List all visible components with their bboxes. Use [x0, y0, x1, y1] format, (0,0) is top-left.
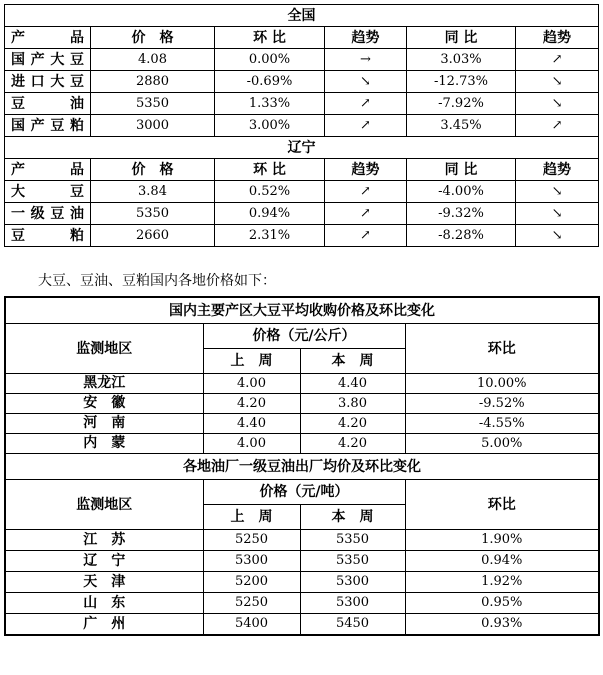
- yoy-value: -8.28%: [407, 225, 516, 247]
- product-name: 国产豆粕: [5, 115, 91, 137]
- yoy-value: -7.92%: [407, 93, 516, 115]
- mom-value: 0.52%: [215, 181, 325, 203]
- column-header: 趋势: [325, 27, 407, 49]
- soybean-header-row-1: [5, 324, 599, 349]
- liaoning-header-row: [5, 159, 599, 181]
- column-header: 同 比: [407, 27, 516, 49]
- this-week-price: 5350: [300, 530, 405, 551]
- price-value: 4.08: [91, 49, 215, 71]
- price-value: 5350: [91, 203, 215, 225]
- mom-value: 3.00%: [215, 115, 325, 137]
- mom-value: -9.52%: [405, 394, 599, 414]
- soybean-title-row: [5, 297, 599, 324]
- last-week-price: 5400: [203, 614, 300, 636]
- yoy-trend-icon: ↗: [516, 115, 599, 137]
- note-text: 大豆、豆油、豆粕国内各地价格如下：: [38, 273, 276, 289]
- yoy-value: -12.73%: [407, 71, 516, 93]
- yoy-trend-icon: ↘: [516, 71, 599, 93]
- column-header: 价 格: [91, 159, 215, 181]
- table-row: [5, 572, 599, 593]
- yoy-trend-icon: ↘: [516, 181, 599, 203]
- yoy-value: 3.03%: [407, 49, 516, 71]
- yoy-trend-icon: ↘: [516, 93, 599, 115]
- mom-header: 环比: [405, 480, 599, 530]
- last-week-price: 5250: [203, 593, 300, 614]
- region-name: 山 东: [5, 593, 203, 614]
- mom-value: 0.95%: [405, 593, 599, 614]
- this-week-price: 4.20: [300, 414, 405, 434]
- column-header: 产 品: [5, 159, 91, 181]
- yoy-value: 3.45%: [407, 115, 516, 137]
- last-week-price: 4.40: [203, 414, 300, 434]
- national-title-row: [5, 5, 599, 27]
- product-name: 豆 粕: [5, 225, 91, 247]
- price-summary-table: [4, 4, 599, 247]
- liaoning-title-row: [5, 137, 599, 159]
- price-value: 2660: [91, 225, 215, 247]
- this-week-price: 5450: [300, 614, 405, 636]
- price-value: 5350: [91, 93, 215, 115]
- region-name: 内 蒙: [5, 434, 203, 454]
- regional-price-table: [4, 296, 600, 636]
- last-week-price: 5300: [203, 551, 300, 572]
- table-row: [5, 530, 599, 551]
- table-row: [5, 203, 599, 225]
- column-header: 产 品: [5, 27, 91, 49]
- last-week-price: 4.00: [203, 434, 300, 454]
- table-row: [5, 93, 599, 115]
- table-row: [5, 593, 599, 614]
- table-row: [5, 374, 599, 394]
- mom-value: 2.31%: [215, 225, 325, 247]
- product-name: 国产大豆: [5, 49, 91, 71]
- yoy-trend-icon: ↘: [516, 203, 599, 225]
- yoy-value: -9.32%: [407, 203, 516, 225]
- mom-trend-icon: ↗: [325, 93, 407, 115]
- mom-value: 10.00%: [405, 374, 599, 394]
- this-week-price: 3.80: [300, 394, 405, 414]
- mom-trend-icon: ↗: [325, 115, 407, 137]
- region-name: 河 南: [5, 414, 203, 434]
- table-row: [5, 394, 599, 414]
- product-name: 一级豆油: [5, 203, 91, 225]
- mom-value: -4.55%: [405, 414, 599, 434]
- product-name: 豆 油: [5, 93, 91, 115]
- column-header: 价 格: [91, 27, 215, 49]
- column-header: 趋势: [516, 27, 599, 49]
- mom-trend-icon: ↘: [325, 71, 407, 93]
- liaoning-section-title: 辽宁: [5, 137, 599, 159]
- region-name: 辽 宁: [5, 551, 203, 572]
- region-name: 江 苏: [5, 530, 203, 551]
- oil-title-row: [5, 454, 599, 480]
- column-header: 环 比: [215, 27, 325, 49]
- column-header: 趋势: [516, 159, 599, 181]
- region-header: 监测地区: [5, 324, 203, 374]
- soybean-section-title: 国内主要产区大豆平均收购价格及环比变化: [5, 297, 599, 324]
- yoy-trend-icon: ↗: [516, 49, 599, 71]
- mom-value: 0.94%: [215, 203, 325, 225]
- column-header: 环 比: [215, 159, 325, 181]
- this-week-price: 4.20: [300, 434, 405, 454]
- price-header: 价格（元/公斤）: [203, 324, 405, 349]
- last-week-header: 上 周: [203, 505, 300, 530]
- this-week-price: 4.40: [300, 374, 405, 394]
- national-section-title: 全国: [5, 5, 599, 27]
- region-header: 监测地区: [5, 480, 203, 530]
- mom-value: 0.00%: [215, 49, 325, 71]
- region-name: 广 州: [5, 614, 203, 636]
- mom-value: 5.00%: [405, 434, 599, 454]
- product-name: 进口大豆: [5, 71, 91, 93]
- table-row: [5, 71, 599, 93]
- table-row: [5, 434, 599, 454]
- mom-trend-icon: →: [325, 49, 407, 71]
- mom-value: 1.90%: [405, 530, 599, 551]
- mom-value: -0.69%: [215, 71, 325, 93]
- mom-header: 环比: [405, 324, 599, 374]
- mom-value: 0.93%: [405, 614, 599, 636]
- mom-trend-icon: ↗: [325, 181, 407, 203]
- table-row: [5, 225, 599, 247]
- this-week-price: 5300: [300, 593, 405, 614]
- oil-header-row-1: [5, 480, 599, 505]
- last-week-header: 上 周: [203, 349, 300, 374]
- table-row: [5, 551, 599, 572]
- this-week-price: 5300: [300, 572, 405, 593]
- column-header: 同 比: [407, 159, 516, 181]
- mom-trend-icon: ↗: [325, 225, 407, 247]
- last-week-price: 5200: [203, 572, 300, 593]
- mom-trend-icon: ↗: [325, 203, 407, 225]
- last-week-price: 4.20: [203, 394, 300, 414]
- region-name: 黑龙江: [5, 374, 203, 394]
- this-week-price: 5350: [300, 551, 405, 572]
- this-week-header: 本 周: [300, 505, 405, 530]
- yoy-value: -4.00%: [407, 181, 516, 203]
- product-name: 大 豆: [5, 181, 91, 203]
- mom-value: 0.94%: [405, 551, 599, 572]
- last-week-price: 4.00: [203, 374, 300, 394]
- mom-value: 1.92%: [405, 572, 599, 593]
- table-row: [5, 614, 599, 636]
- national-header-row: [5, 27, 599, 49]
- price-value: 3.84: [91, 181, 215, 203]
- price-value: 2880: [91, 71, 215, 93]
- mom-value: 1.33%: [215, 93, 325, 115]
- this-week-header: 本 周: [300, 349, 405, 374]
- table-row: [5, 115, 599, 137]
- price-header: 价格（元/吨）: [203, 480, 405, 505]
- last-week-price: 5250: [203, 530, 300, 551]
- table-row: [5, 414, 599, 434]
- price-value: 3000: [91, 115, 215, 137]
- table-row: [5, 181, 599, 203]
- yoy-trend-icon: ↘: [516, 225, 599, 247]
- column-header: 趋势: [325, 159, 407, 181]
- oil-section-title: 各地油厂一级豆油出厂均价及环比变化: [5, 454, 599, 480]
- table-row: [5, 49, 599, 71]
- region-name: 安 徽: [5, 394, 203, 414]
- region-name: 天 津: [5, 572, 203, 593]
